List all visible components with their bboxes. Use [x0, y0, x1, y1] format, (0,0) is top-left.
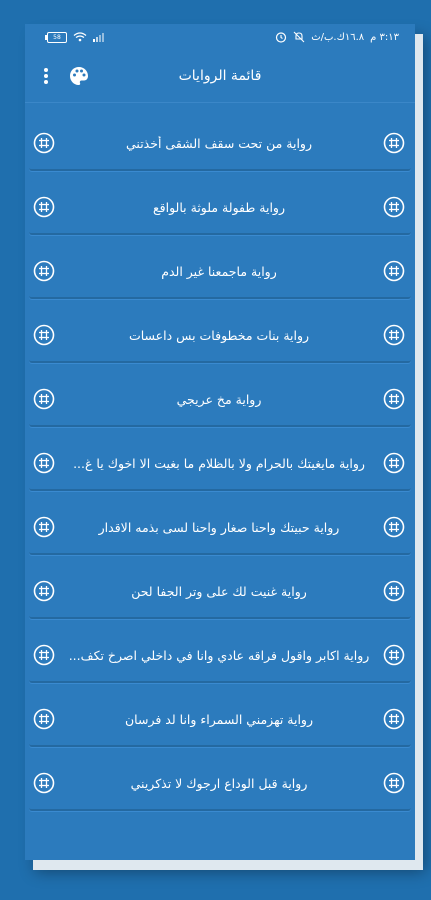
grid-icon	[33, 388, 55, 410]
list-item-label: رواية مايغيتك بالحرام ولا بالظلام ما بغيت الا اخوك يا غ...	[73, 455, 365, 471]
grid-icon	[383, 260, 405, 282]
list-item-label: رواية طفولة ملوثة بالواقع	[152, 199, 285, 215]
list-item-label: رواية بنات مخطوفات بس داعسات	[128, 327, 310, 343]
app-bar	[25, 50, 415, 103]
grid-icon	[33, 452, 55, 474]
grid-icon	[33, 772, 55, 794]
list-item[interactable]	[29, 309, 411, 363]
more-vert-icon[interactable]	[43, 67, 49, 85]
list-item-label: رواية حبيتك واحنا صغار واحنا لسى بذمه الاقدار	[98, 519, 340, 535]
list-item[interactable]	[29, 437, 411, 491]
grid-icon	[33, 196, 55, 218]
grid-icon	[383, 580, 405, 602]
status-left	[47, 32, 105, 43]
palette-icon[interactable]	[69, 66, 89, 86]
mute-icon	[293, 31, 305, 43]
grid-icon	[33, 708, 55, 730]
list-item[interactable]	[29, 757, 411, 811]
list-item[interactable]	[29, 181, 411, 235]
grid-icon	[33, 580, 55, 602]
grid-icon	[383, 516, 405, 538]
network-speed: ١٦.٨ك.ب/ث	[311, 31, 365, 43]
status-right	[275, 31, 399, 43]
list-item-label: رواية قبل الوداع ارجوك لا تذكريني	[130, 775, 308, 791]
grid-icon	[383, 324, 405, 346]
battery-icon: 58	[47, 32, 67, 43]
list-item[interactable]	[29, 117, 411, 171]
list-item-label: رواية تهزمني السمراء وانا لد فرسان	[124, 711, 314, 727]
grid-icon	[383, 388, 405, 410]
grid-icon	[383, 132, 405, 154]
grid-icon	[383, 452, 405, 474]
list-item-label: رواية اكابر واقول فراقه عادي وانا في داخلي اصرخ تكف...	[68, 647, 370, 663]
signal-icon	[93, 32, 105, 42]
list-item[interactable]	[29, 565, 411, 619]
status-bar	[25, 24, 415, 50]
list-item[interactable]	[29, 693, 411, 747]
grid-icon	[383, 196, 405, 218]
list-item[interactable]	[29, 629, 411, 683]
page-title: قائمة الروايات	[178, 68, 262, 84]
grid-icon	[33, 324, 55, 346]
list-item-label: رواية غنيت لك على وتر الجفا لحن	[131, 583, 307, 599]
phone-screen	[25, 24, 415, 860]
list-item[interactable]	[29, 245, 411, 299]
list-item[interactable]	[29, 501, 411, 555]
grid-icon	[383, 708, 405, 730]
grid-icon	[33, 516, 55, 538]
grid-icon	[33, 132, 55, 154]
app-bar-actions	[43, 66, 89, 86]
grid-icon	[33, 644, 55, 666]
novel-list	[25, 103, 415, 811]
grid-icon	[383, 772, 405, 794]
status-time: ٣:١٣ م	[370, 31, 399, 43]
grid-icon	[383, 644, 405, 666]
alarm-icon	[275, 31, 287, 43]
list-item-label: رواية مخ عريجي	[176, 391, 262, 407]
grid-icon	[33, 260, 55, 282]
list-item[interactable]	[29, 373, 411, 427]
wifi-icon	[73, 32, 87, 42]
list-item-label: رواية ماجمعنا غير الدم	[161, 263, 277, 279]
list-item-label: رواية من تحت سقف الشقى أخذتني	[126, 135, 312, 151]
